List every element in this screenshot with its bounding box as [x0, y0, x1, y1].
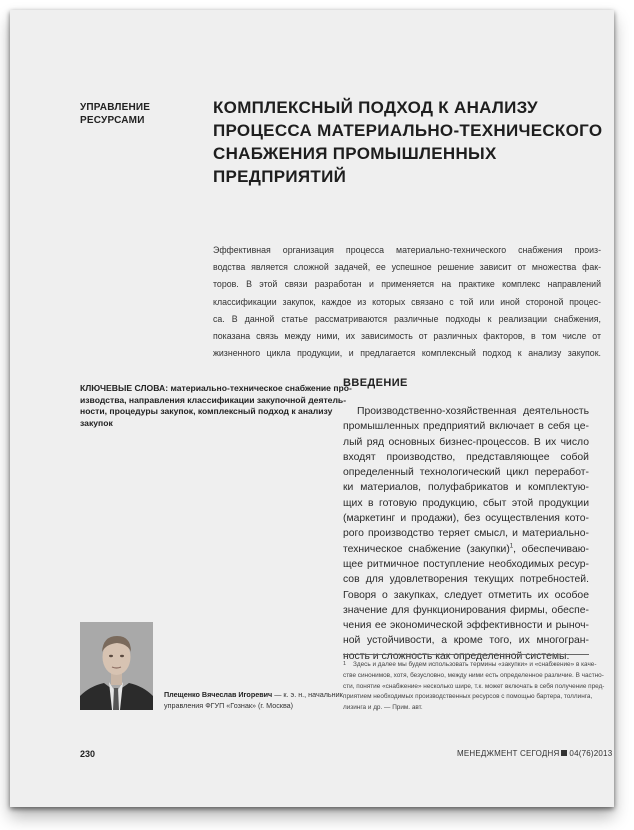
- intro-line: значение для функционирования фирмы, обеспе-: [343, 604, 589, 616]
- footnote-number: 1: [343, 661, 347, 667]
- author-degree: — к. э. н., начальник: [272, 690, 343, 699]
- intro-heading: ВВЕДЕНИЕ: [343, 377, 408, 389]
- abstract-line: Эффективная организация процесса материально-технического снабжения произ-: [213, 245, 601, 255]
- title-line: СНАБЖЕНИЯ ПРОМЫШЛЕННЫХ: [213, 144, 497, 163]
- page-number: 230: [80, 749, 96, 759]
- footnote-divider: [343, 654, 589, 655]
- intro-line-text: техническое снабжение (закупки): [343, 543, 510, 555]
- abstract-line: торов. В этой связи разработан и применяется на практике комплекс направлений: [213, 279, 601, 290]
- intro-line: чения ее экономической эффективности и рыноч-: [343, 620, 589, 632]
- journal-footer: [457, 749, 612, 758]
- intro-line: Производственно-хозяйственная деятельность: [357, 406, 589, 417]
- abstract-line: классификации закупок, каждое из которых связано с той или иной стороной процес-: [213, 296, 601, 307]
- keywords-line: изводства, направления классификации закупочной деятель-: [80, 394, 347, 405]
- journal-page: [10, 10, 614, 807]
- abstract-line: са. В данной статье рассматриваются различные подходы к реализации снабжения,: [213, 313, 601, 324]
- author-info: [164, 690, 343, 711]
- intro-line: входят производство, представляющее собой: [343, 451, 589, 463]
- journal-issue: 04(76)2013: [569, 749, 613, 758]
- intro-line: ность и сложность как определенной системы.: [343, 650, 570, 662]
- keywords: [80, 383, 352, 429]
- intro-line: щее ритмичное поступление необходимых ресур-: [343, 558, 589, 570]
- keywords-line: ности, процедуры закупок, комплексный подход к анализу: [80, 406, 333, 417]
- footnote-line: стве синонимов, хотя, безусловно, между ними есть определенное различие. В частно-: [343, 671, 604, 679]
- article-title: [213, 96, 603, 188]
- rubric-line: РЕСУРСАМИ: [80, 115, 145, 126]
- intro-line: (маркетинг и продажи), без осуществления кото-: [343, 513, 589, 525]
- intro-body: [343, 404, 589, 664]
- title-line: КОМПЛЕКСНЫЙ ПОДХОД К АНАЛИЗУ: [213, 98, 538, 117]
- title-line: ПРЕДПРИЯТИЙ: [213, 167, 347, 186]
- author-line: [164, 690, 343, 701]
- keywords-line: КЛЮЧЕВЫЕ СЛОВА: материально-техническое снабжение про-: [80, 383, 352, 393]
- intro-line: промышленных предприятий включает в себя це-: [343, 421, 589, 433]
- footnote-ref[interactable]: 1: [509, 543, 514, 550]
- intro-line: ки материалов, полуфабрикатов и комплектую-: [343, 482, 589, 494]
- keywords-line: закупок: [80, 417, 113, 428]
- footnote: [343, 660, 605, 714]
- intro-line-tail: , обеспечиваю-: [513, 543, 589, 555]
- intro-line-with-footnote: [343, 542, 589, 557]
- intro-line: ной устойчивости, а кроме того, их многогран-: [343, 635, 589, 647]
- title-line: ПРОЦЕССА МАТЕРИАЛЬНО-ТЕХНИЧЕСКОГО: [213, 121, 603, 140]
- intro-line: определенный технологический цикл переработ-: [343, 467, 589, 479]
- intro-line: щих в готовую продукцию, сбыт этой продукции: [343, 497, 589, 509]
- intro-line: сов для удовлетворения текущих потребностей.: [343, 574, 589, 586]
- abstract-line: водства является сложной задачей, ее успешное решение зависит от множества фак-: [213, 262, 601, 273]
- journal-name: МЕНЕДЖМЕНТ СЕГОДНЯ: [457, 749, 560, 758]
- author-photo: [80, 622, 153, 710]
- author-affiliation: управления ФГУП «Гознак» (г. Москва): [164, 700, 294, 710]
- author-portrait-illustration: [80, 622, 153, 710]
- intro-line: Говоря о закупках, следует отметить их особое: [343, 589, 589, 601]
- footnote-line: приятием необходимых производственных ресурсов с помощью бартера, толлинга,: [343, 693, 593, 701]
- abstract-line: показана связь между ними, их зависимость от различных факторов, в том числе от: [213, 331, 601, 342]
- author-name: Плещенко Вячеслав Игоревич: [164, 690, 273, 699]
- section-rubric: [80, 101, 190, 127]
- abstract-line: жизненного цикла продукции, и предлагается комплексный подход к анализу закупок.: [213, 348, 601, 359]
- footnote-line: сти, понятие «снабжение» несколько шире, т.к. может включать в себя получение пред-: [343, 682, 605, 690]
- footnote-line: лизинга и др. — Прим. авт.: [343, 704, 423, 712]
- intro-line: рого производство теряет смысл, и материально-: [343, 528, 589, 540]
- rubric-line: УПРАВЛЕНИЕ: [80, 102, 151, 113]
- square-separator-icon: [561, 750, 567, 756]
- footnote-line: Здесь и далее мы будем использовать термины «закупки» и «снабжение» в каче-: [353, 661, 597, 668]
- intro-line: лый ряд основных бизнес-процессов. В их число: [343, 436, 589, 448]
- footnote-text: [343, 660, 605, 714]
- abstract: [213, 242, 601, 362]
